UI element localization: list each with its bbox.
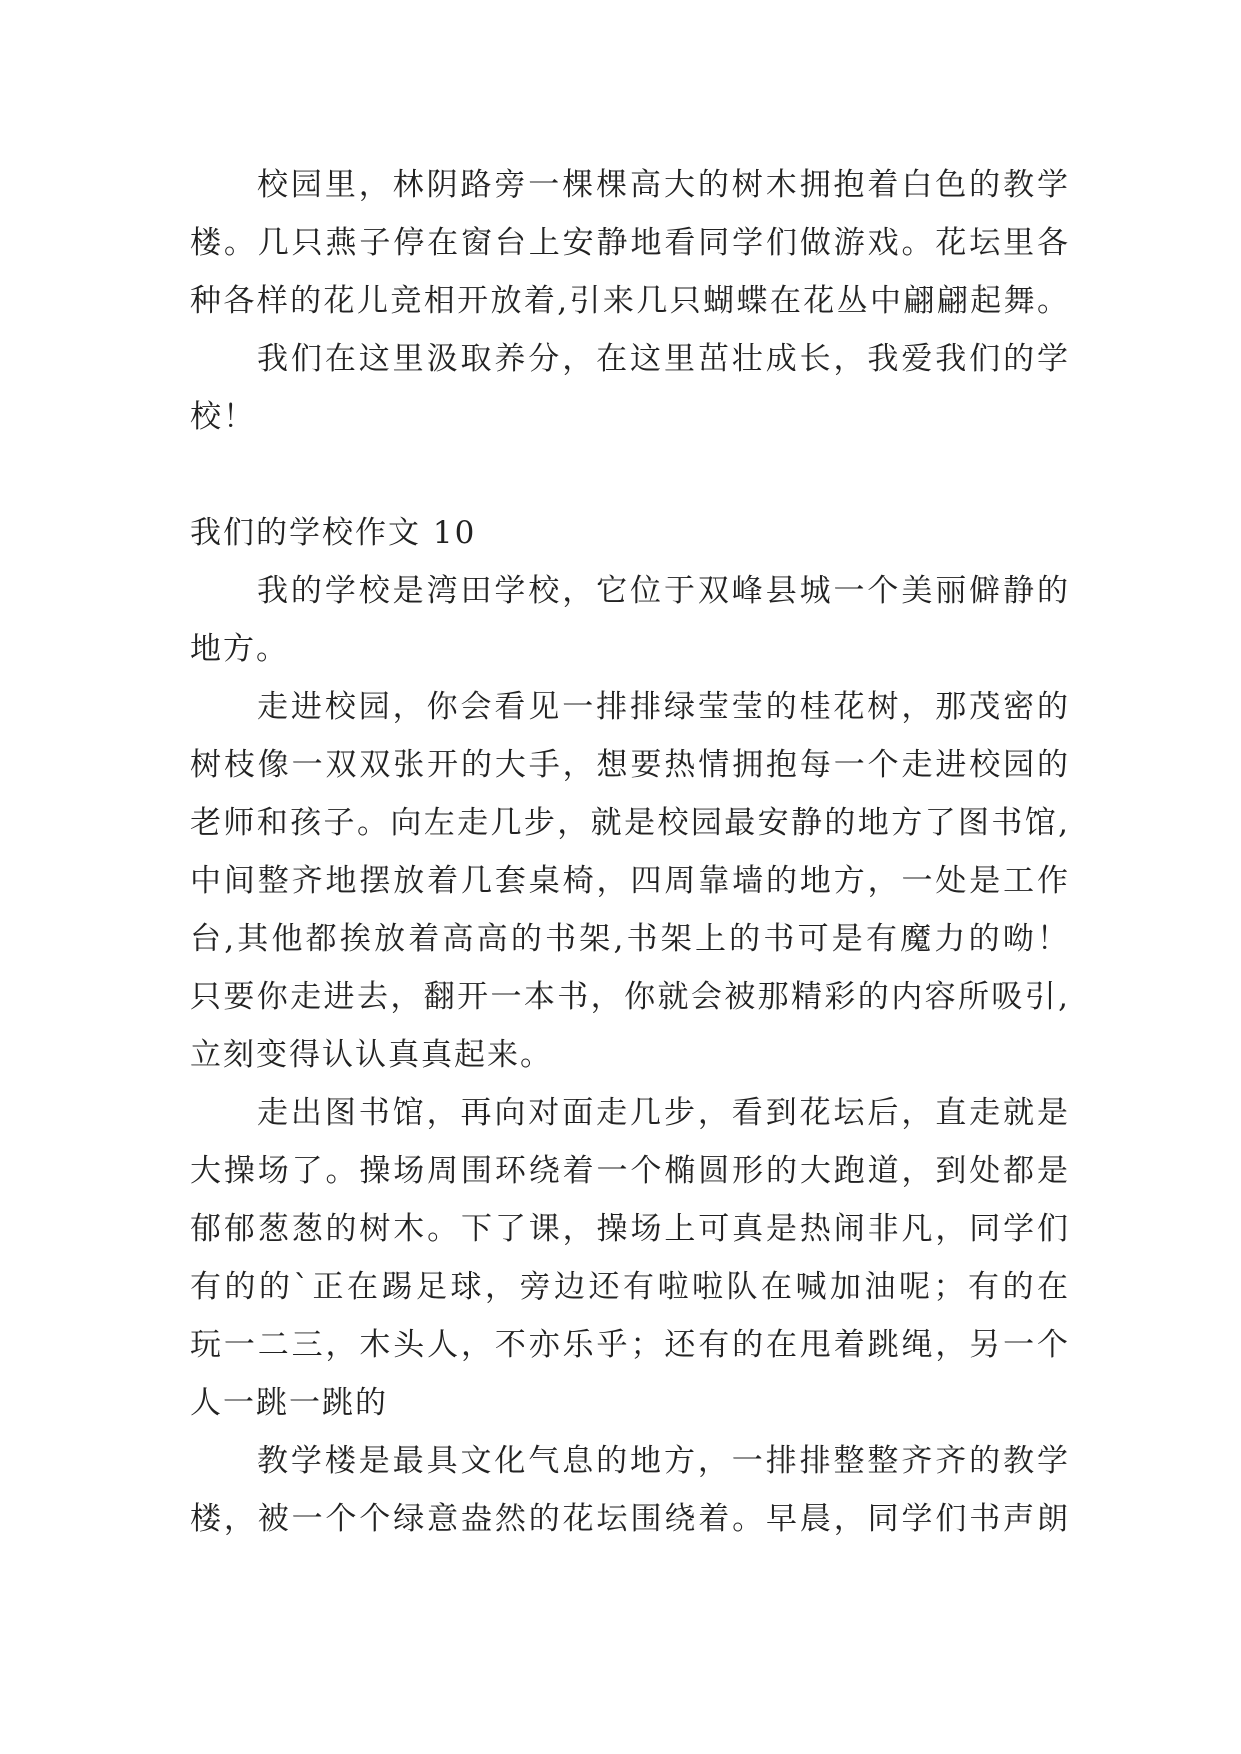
paragraph-line: 台,其他都挨放着高高的书架,书架上的书可是有魔力的呦！ [190,921,1070,957]
paragraph-line: 校！ [190,399,256,435]
section-heading: 我们的学校作文 10 [190,515,477,551]
paragraph-line: 郁郁葱葱的树木。下了课，操场上可真是热闹非凡，同学们 [190,1211,1070,1247]
paragraph-line: 地方。 [190,631,289,667]
paragraph-line: 走进校园，你会看见一排排绿莹莹的桂花树，那茂密的 [257,689,1070,725]
paragraph-line: 立刻变得认认真真起来。 [190,1037,553,1073]
paragraph-line: 我们在这里汲取养分，在这里茁壮成长，我爱我们的学 [257,341,1070,377]
paragraph-line: 大操场了。操场周围环绕着一个椭圆形的大跑道，到处都是 [190,1153,1070,1189]
paragraph-line: 只要你走进去，翻开一本书，你就会被那精彩的内容所吸引, [190,979,1070,1015]
paragraph-line: 人一跳一跳的 [190,1385,388,1421]
paragraph-line: 走出图书馆，再向对面走几步，看到花坛后，直走就是 [257,1095,1070,1131]
paragraph-line: 玩一二三，木头人，不亦乐乎；还有的在甩着跳绳，另一个 [190,1327,1070,1363]
paragraph-line: 中间整齐地摆放着几套桌椅，四周靠墙的地方，一处是工作 [190,863,1070,899]
paragraph-line: 楼。几只燕子停在窗台上安静地看同学们做游戏。花坛里各 [190,225,1070,261]
paragraph-line: 老师和孩子。向左走几步，就是校园最安静的地方了图书馆, [190,805,1070,841]
paragraph-line: 教学楼是最具文化气息的地方，一排排整整齐齐的教学 [257,1443,1070,1479]
paragraph-line: 楼，被一个个绿意盎然的花坛围绕着。早晨，同学们书声朗 [190,1501,1070,1537]
paragraph-line: 校园里，林阴路旁一棵棵高大的树木拥抱着白色的教学 [257,167,1070,203]
paragraph-line: 树枝像一双双张开的大手，想要热情拥抱每一个走进校园的 [190,747,1070,783]
paragraph-line: 有的的`正在踢足球，旁边还有啦啦队在喊加油呢；有的在 [190,1269,1070,1305]
paragraph-line: 我的学校是湾田学校，它位于双峰县城一个美丽僻静的 [257,573,1070,609]
paragraph-line: 种各样的花儿竞相开放着,引来几只蝴蝶在花丛中翩翩起舞。 [190,283,1070,319]
